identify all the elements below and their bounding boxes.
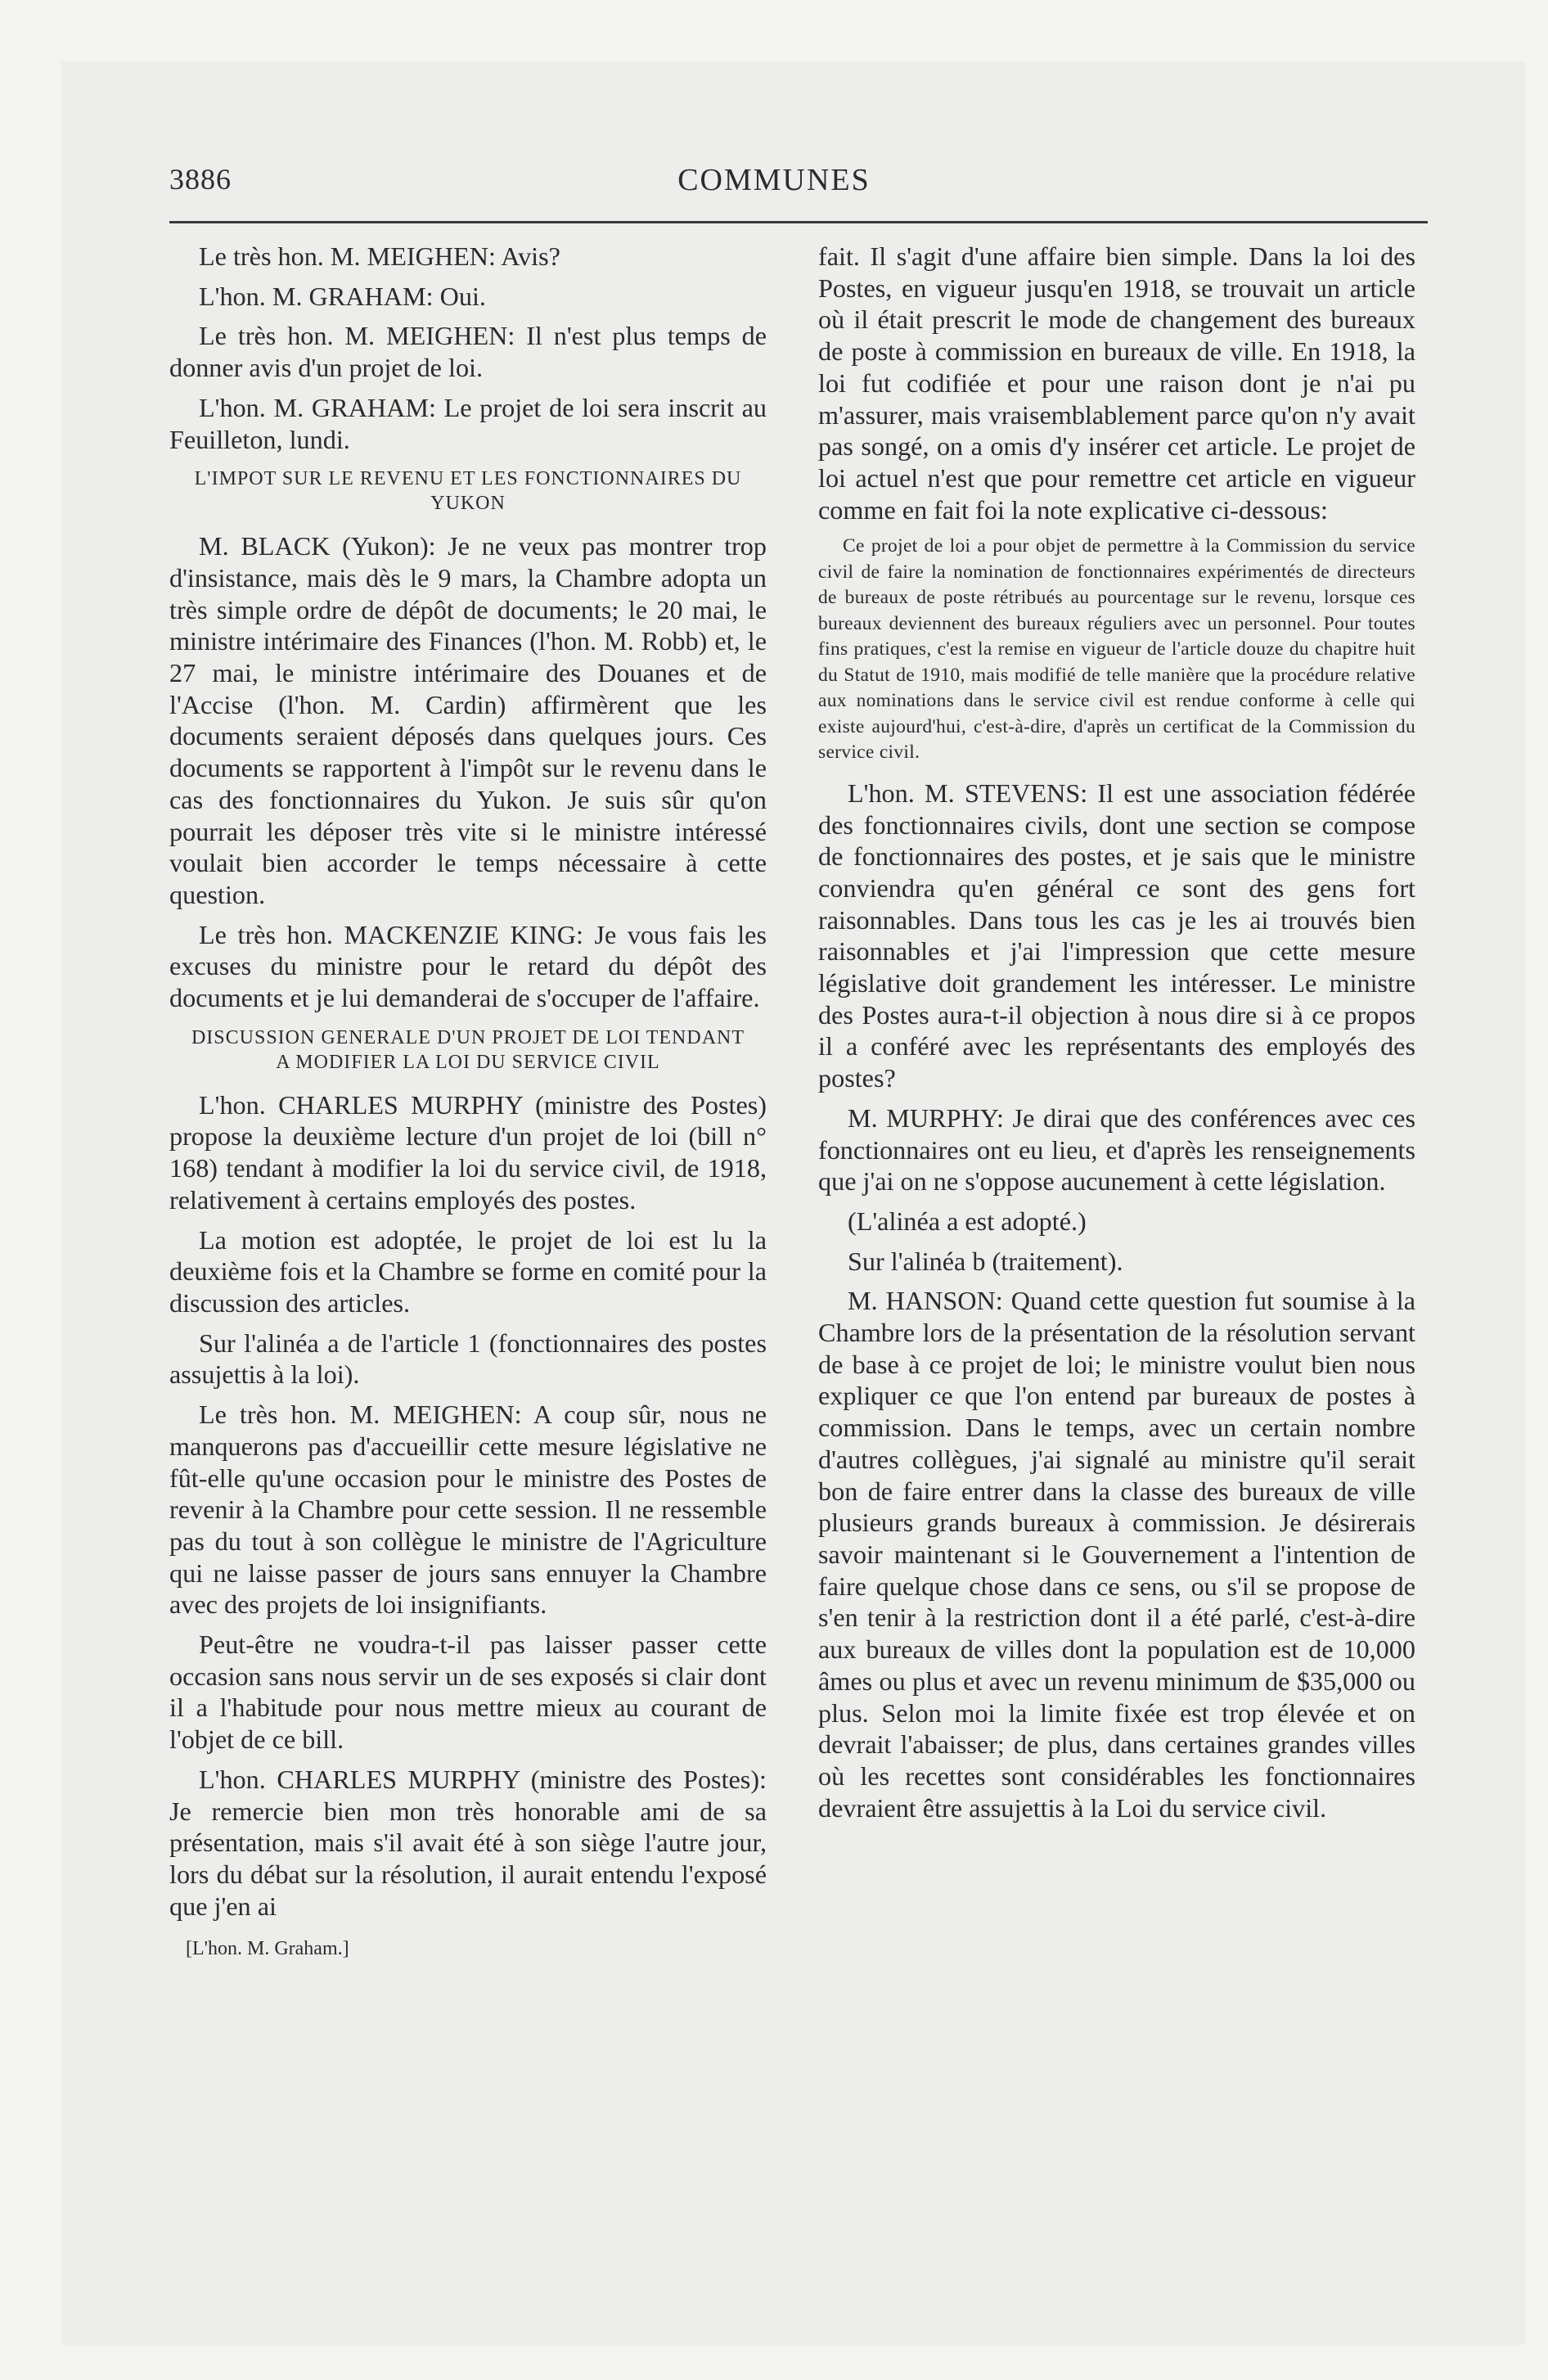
paragraph: L'hon. M. GRAHAM: Le projet de loi sera inscrit au Feuilleton, lundi.: [169, 392, 767, 454]
paragraph: Sur l'alinéa a de l'article 1 (fonctionnaires des postes assujettis à la loi).: [169, 1327, 767, 1390]
speaker-reference-text: [L'hon. M. Graham.]: [186, 1938, 349, 1960]
header-rule: [169, 221, 1428, 223]
paragraph: Le très hon. M. MEIGHEN: A coup sûr, nous ne manquerons pas d'accueillir cette mesure législative ne fût-elle qu'une occasion pour le ministre des Postes de revenir à la Chambre pour cette session. Il ne ressemble pas du tout à son collègue le ministre de l'Agriculture qui ne laisse passer de jours sans ennuyer la Chambre avec des projets de loi insignifiants.: [169, 1400, 767, 1620]
paragraph: La motion est adoptée, le projet de loi est lu la deuxième fois et la Chambre se forme en comité pour la discussion des articles.: [169, 1224, 767, 1318]
explanatory-note: Ce projet de loi a pour objet de permettre à la Commission du service civil de faire la nomination de fonctionnaires expérimentés de directeurs de bureaux de poste rétribués au pourcentage sur le revenu, lorsque ces bureaux deviennent des bureaux réguliers avec un personnel. Pour toutes fins pratiques, c'est la remise en vigueur de l'article douze du chapitre huit du Statut de 1910, mais modifié de telle manière que la procédure relative aux nominations dans le service civil est rendue conforme à celle qui existe aujourd'hui, c'est-à-dire, d'après un certificat de la Commission du service civil.: [818, 535, 1415, 764]
paragraph: Le très hon. M. MEIGHEN: Il n'est plus temps de donner avis d'un projet de loi.: [169, 321, 767, 383]
paragraph: (L'alinéa a est adopté.): [848, 1206, 1087, 1236]
paragraph: M. BLACK (Yukon): Je ne veux pas montrer trop d'insistance, mais dès le 9 mars, la Chambre adopta un très simple ordre de dépôt de documents; le 20 mai, le ministre intérimaire des Finances (l'hon. M. Robb) et, le 27 mai, le ministre intérimaire des Douanes et de l'Accise (l'hon. M. Cardin) affirmèrent que les documents seraient déposés dans quelques jours. Ces documents se rapportent à l'impôt sur le revenu dans le cas des fonctionnaires du Yukon. Je suis sûr qu'on pourrait les déposer très vite si le ministre intéressé voulait bien accorder le temps nécessaire à cette question.: [169, 531, 767, 909]
paragraph: Le très hon. M. MEIGHEN: Avis?: [199, 241, 560, 271]
right-column: [818, 241, 1415, 1832]
page-number: 3886: [169, 163, 232, 196]
speaker-reference: [169, 1936, 767, 1961]
section-heading: L'IMPOT SUR LE REVENU ET LES FONCTIONNAIRES DU YUKON: [194, 468, 742, 515]
paragraph: L'hon. M. STEVENS: Il est une association fédérée des fonctionnaires civils, dont une section se compose de fonctionnaires des postes, et je sais que le ministre conviendra qu'en général ce sont des gens fort raisonnables. Dans tous les cas je les ai trouvés bien raisonnables et j'ai l'impression que cette mesure législative doit grandement les intéresser. Le ministre des Postes aura-t-il objection à nous dire si à ce propos il a conféré avec les représentants des employés des postes?: [818, 778, 1415, 1093]
paragraph: L'hon. M. GRAHAM: Oui.: [199, 281, 486, 311]
paragraph: fait. Il s'agit d'une affaire bien simple. Dans la loi des Postes, en vigueur jusqu'en 1918, se trouvait un article où il était prescrit le mode de changement des bureaux de poste à commission en bureaux de ville. En 1918, la loi fut codifiée et pour une raison dont je n'ai pu m'assurer, mais vraisemblablement parce qu'on n'y avait pas songé, on a omis d'y insérer cet article. Le projet de loi actuel n'est que pour remettre cet article en vigueur comme en fait foi la note explicative ci-dessous:: [818, 241, 1415, 525]
paragraph: M. HANSON: Quand cette question fut soumise à la Chambre lors de la présentation de la résolution servant de base à ce projet de loi; le ministre voulut bien nous expliquer ce que l'on entend par bureaux de postes à commission. Dans le temps, avec un certain nombre d'autres collègues, j'ai signalé au ministre qu'il serait bon de faire entrer dans la classe des bureaux de ville plusieurs grands bureaux à commission. Je désirerais savoir maintenant si le Gouvernement a l'intention de faire quelque chose dans ce sens, ou s'il se propose de s'en tenir à la restriction dont il a été parlé, c'est-à-dire aux bureaux de villes dont la population est de 10,000 âmes ou plus et avec un revenu minimum de $35,000 ou plus. Selon moi la limite fixée est trop élevée et on devrait l'abaisser; de plus, dans certaines grandes villes où les recettes sont considérables les fonctionnaires devraient être assujettis à la Loi du service civil.: [818, 1286, 1415, 1823]
paragraph: Le très hon. MACKENZIE KING: Je vous fais les excuses du ministre pour le retard du dépôt des documents et je lui demanderai de s'occuper de l'affaire.: [169, 919, 767, 1013]
paragraph: Peut-être ne voudra-t-il pas laisser passer cette occasion sans nous servir un de ses exposés si clair dont il a l'habitude pour nous mettre mieux au courant de l'objet de ce bill.: [169, 1629, 767, 1755]
paragraph: Sur l'alinéa b (traitement).: [848, 1246, 1123, 1276]
paragraph: L'hon. CHARLES MURPHY (ministre des Postes): Je remercie bien mon très honorable ami de sa présentation, mais s'il avait été à son siège l'autre jour, lors du débat sur la résolution, il aurait entendu l'exposé que j'en ai: [169, 1764, 767, 1921]
running-head: COMMUNES: [677, 163, 871, 197]
paragraph: M. MURPHY: Je dirai que des conférences avec ces fonctionnaires ont eu lieu, et d'après les renseignements que j'ai on ne s'oppose aucunement à cette législation.: [818, 1102, 1415, 1197]
section-heading: DISCUSSION GENERALE D'UN PROJET DE LOI TENDANT A MODIFIER LA LOI DU SERVICE CIVIL: [191, 1026, 745, 1073]
paragraph: L'hon. CHARLES MURPHY (ministre des Postes) propose la deuxième lecture d'un projet de loi (bill n° 168) tendant à modifier la loi du service civil, de 1918, relativement à certains employés des postes.: [169, 1089, 767, 1215]
left-column: [169, 241, 767, 1961]
